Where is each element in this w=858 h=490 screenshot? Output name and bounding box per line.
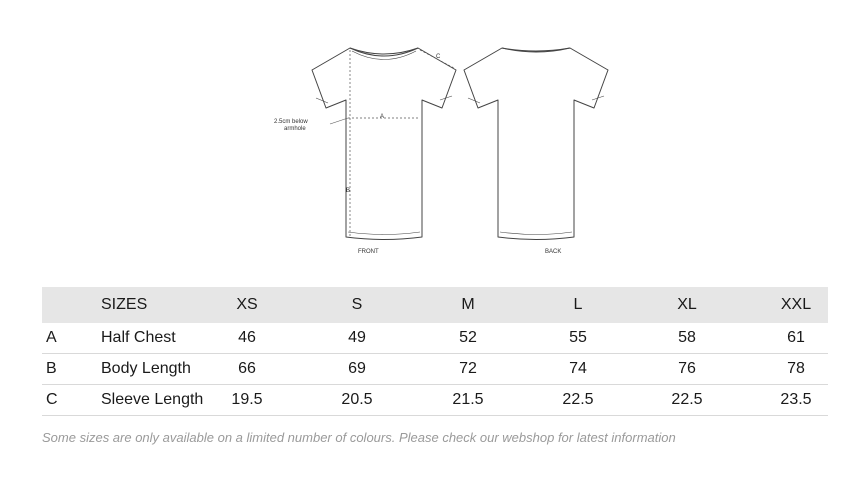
- tshirt-illustration: [270, 40, 650, 265]
- tshirt-diagram: [270, 40, 650, 265]
- table-cell: 49: [348, 329, 366, 346]
- front-tshirt-outline: [312, 48, 456, 240]
- table-cell: 22.5: [671, 391, 703, 408]
- size-xs: XS: [236, 296, 258, 313]
- table-row-sleeve-length: [42, 385, 828, 416]
- table-cell: 46: [238, 329, 256, 346]
- size-xl: XL: [677, 296, 697, 313]
- header-sizes-label: SIZES: [101, 296, 148, 313]
- table-cell: 20.5: [341, 391, 373, 408]
- label-c: C: [436, 54, 441, 60]
- back-tshirt-outline: [464, 48, 608, 240]
- row-label: Sleeve Length: [101, 391, 204, 408]
- availability-footnote: Some sizes are only available on a limited number of colours. Please check our webshop for latest information: [42, 430, 676, 445]
- size-l: L: [573, 296, 583, 313]
- table-cell: 78: [787, 360, 805, 377]
- table-row-body-length: [42, 354, 828, 385]
- size-xxl: XXL: [780, 296, 812, 313]
- table-cell: 22.5: [562, 391, 594, 408]
- armhole-note-line2: armhole: [284, 126, 306, 132]
- table-cell: 58: [678, 329, 696, 346]
- table-cell: 52: [459, 329, 477, 346]
- table-cell: 69: [348, 360, 366, 377]
- armhole-note-line1: 2.5cm below: [274, 119, 308, 125]
- table-cell: 55: [569, 329, 587, 346]
- table-cell: 76: [678, 360, 696, 377]
- row-code: B: [46, 360, 57, 377]
- row-code: A: [46, 329, 57, 346]
- row-code: C: [46, 391, 58, 408]
- row-label: Half Chest: [101, 329, 176, 346]
- size-s: S: [351, 296, 363, 313]
- table-cell: 19.5: [231, 391, 263, 408]
- table-cell: 61: [787, 329, 805, 346]
- table-row-half-chest: [42, 323, 828, 354]
- size-m: M: [461, 296, 475, 313]
- row-label: Body Length: [101, 360, 191, 377]
- table-cell: 66: [238, 360, 256, 377]
- table-cell: 21.5: [452, 391, 484, 408]
- table-cell: 74: [569, 360, 587, 377]
- label-b: B: [346, 188, 351, 194]
- label-a: A: [380, 114, 385, 120]
- front-caption: FRONT: [358, 249, 379, 255]
- table-header-row: [42, 287, 828, 323]
- back-caption: BACK: [545, 249, 562, 255]
- table-cell: 72: [459, 360, 477, 377]
- table-cell: 23.5: [780, 391, 812, 408]
